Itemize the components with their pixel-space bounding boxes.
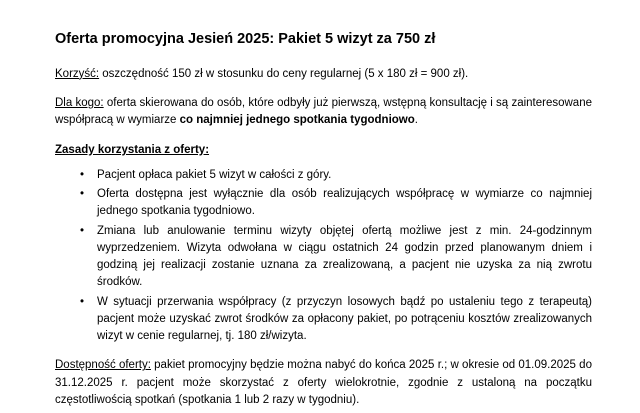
target-audience-bold-text: co najmniej jednego spotkania tygodniowo [179,114,415,127]
benefit-text: oszczędność 150 zł w stosunku do ceny regularnej (5 x 180 zł = 900 zł). [99,67,469,80]
list-item [80,294,592,346]
benefit-paragraph [55,66,592,83]
availability-label: Dostępność oferty: [55,359,151,372]
rules-heading-text: Zasady korzystania z oferty: [55,143,210,156]
bullet-icon: • [80,168,85,181]
target-audience-tail: . [414,114,418,127]
bullet-icon: • [80,295,85,308]
list-item [80,167,592,184]
rules-list [55,167,592,346]
rule-text: Pacjent opłaca pakiet 5 wizyt w całości z góry. [97,168,332,181]
rule-text: Oferta dostępna jest wyłącznie dla osób realizujących współpracę w wymiarze co najmniej jednego spotkania tygodniowo. [97,188,592,218]
document-title: Oferta promocyjna Jesień 2025: Pakiet 5 wizyt za 750 zł [55,31,436,47]
rule-text: W sytuacji przerwania współpracy (z przyczyn losowych bądź po ustaleniu tego z terapeutą) pacjent może uzyskać zwrot środków za opłacony pakiet, po potrąceniu kosztów zrealizowanych wizyt w cenie regularnej, tj. 180 zł/wizyta. [97,295,592,343]
bullet-icon: • [80,188,85,201]
list-item [80,186,592,221]
target-audience-label: Dla kogo: [55,97,104,110]
target-audience-paragraph [55,95,592,130]
availability-text: pakiet promocyjny będzie można nabyć do końca 2025 r.; w okresie od 01.09.2025 do 31.12.2025 r. pacjent może skorzystać z oferty wielokrotnie, zgodnie z ustaloną na początku częstotliwością spotkań (spotkania 1 lub 2 razy w tygodniu). [55,359,592,406]
bullet-icon: • [80,224,85,237]
rules-heading [55,142,592,159]
availability-paragraph [55,357,592,409]
list-item [80,223,592,292]
rule-text: Zmiana lub anulowanie terminu wizyty objętej ofertą możliwe jest z min. 24-godzinnym wyprzedzeniem. Wizyta odwołana w ciągu ostatnich 24 godzin przed planowanym dniem i godziną jej realizacji zostanie uznana za zrealizowaną, a pacjent nie uzyska za nią zwrotu środków. [97,224,592,289]
target-audience-text: oferta skierowana do osób, które odbyły już pierwszą, wstępną konsultację i są zainteresowane współpracą w wymiarze [55,97,592,127]
benefit-label: Korzyść: [55,67,100,80]
